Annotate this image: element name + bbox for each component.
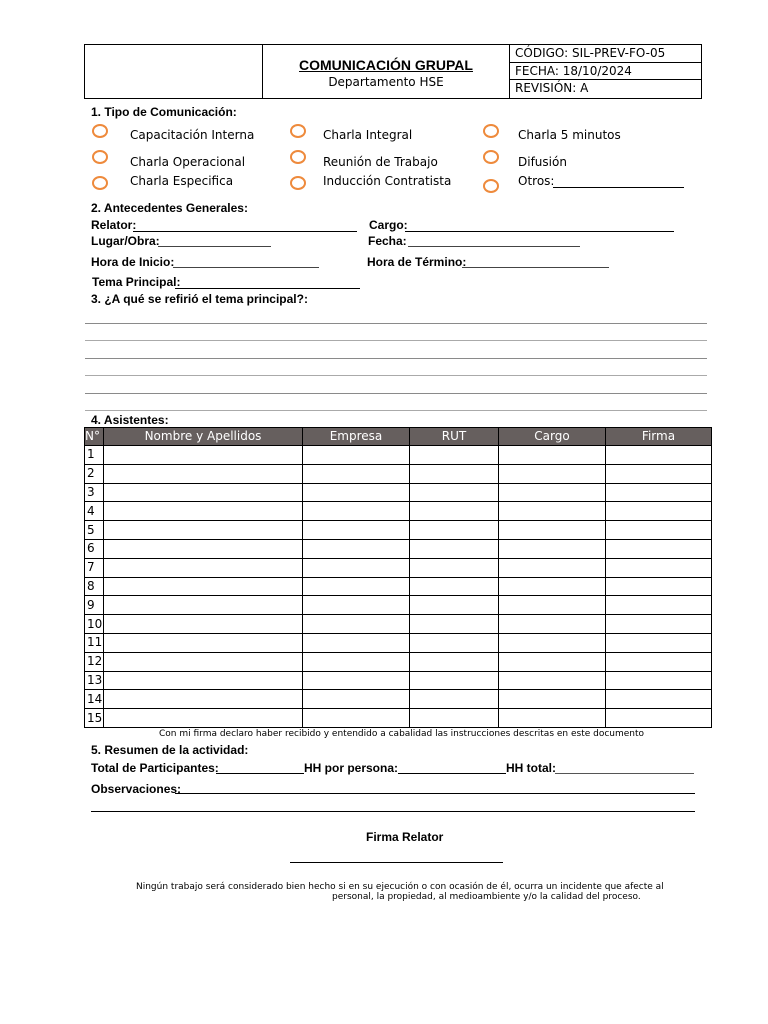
table-row <box>85 633 712 652</box>
nombre-cell[interactable] <box>104 577 303 596</box>
empresa-cell[interactable] <box>303 577 410 596</box>
cargo-cell[interactable] <box>499 596 606 615</box>
logo-area <box>85 45 263 98</box>
radio-charla-especifica[interactable] <box>92 176 108 190</box>
empresa-cell[interactable] <box>303 633 410 652</box>
tema-input-line[interactable] <box>175 288 360 289</box>
row-number: 10 <box>85 615 104 634</box>
radio-induccion-contratista[interactable] <box>290 176 306 190</box>
empresa-cell[interactable] <box>303 483 410 502</box>
rut-cell[interactable] <box>410 502 499 521</box>
hh-persona-input-line[interactable] <box>398 773 506 774</box>
nombre-cell[interactable] <box>104 502 303 521</box>
footer-note-line1: Ningún trabajo será considerado bien hecho si en su ejecución o con ocasión de él, ocurra un incidente que afecte al <box>136 882 664 892</box>
table-row <box>85 577 712 596</box>
radio-capacitacion-interna[interactable] <box>92 124 108 138</box>
row-number: 8 <box>85 577 104 596</box>
rut-cell[interactable] <box>410 615 499 634</box>
radio-otros[interactable] <box>483 179 499 193</box>
rut-cell[interactable] <box>410 671 499 690</box>
hora-termino-label: Hora de Término: <box>367 255 467 269</box>
rut-cell[interactable] <box>410 577 499 596</box>
hora-inicio-label: Hora de Inicio: <box>91 255 175 269</box>
empresa-cell[interactable] <box>303 502 410 521</box>
total-participantes-input-line[interactable] <box>216 773 304 774</box>
row-number: 2 <box>85 464 104 483</box>
empresa-cell[interactable] <box>303 446 410 465</box>
row-number: 15 <box>85 709 104 728</box>
lugar-input-line[interactable] <box>158 246 271 247</box>
footer-note-line2: personal, la propiedad, al medioambiente y/o la calidad del proceso. <box>332 892 641 902</box>
radio-charla-integral[interactable] <box>290 124 306 138</box>
row-number: 7 <box>85 558 104 577</box>
firma-cell[interactable] <box>606 652 712 671</box>
answer-line[interactable] <box>85 375 707 376</box>
empresa-cell[interactable] <box>303 709 410 728</box>
cargo-input-line[interactable] <box>405 231 674 232</box>
row-number: 11 <box>85 633 104 652</box>
nombre-cell[interactable] <box>104 690 303 709</box>
table-row <box>85 652 712 671</box>
rut-cell[interactable] <box>410 539 499 558</box>
rut-cell[interactable] <box>410 596 499 615</box>
nombre-cell[interactable] <box>104 483 303 502</box>
answer-line[interactable] <box>85 358 707 359</box>
answer-line[interactable] <box>85 323 707 324</box>
cargo-cell[interactable] <box>499 633 606 652</box>
table-row <box>85 709 712 728</box>
cargo-cell[interactable] <box>499 502 606 521</box>
firma-cell[interactable] <box>606 539 712 558</box>
firma-cell[interactable] <box>606 446 712 465</box>
observaciones-input-line-2[interactable] <box>91 811 695 812</box>
total-participantes-label: Total de Participantes: <box>91 761 219 775</box>
cargo-cell[interactable] <box>499 446 606 465</box>
empresa-cell[interactable] <box>303 539 410 558</box>
option-label: Inducción Contratista <box>323 174 452 188</box>
table-row <box>85 521 712 540</box>
column-header-rut: RUT <box>410 428 499 446</box>
nombre-cell[interactable] <box>104 633 303 652</box>
cargo-cell[interactable] <box>499 690 606 709</box>
cargo-cell[interactable] <box>499 577 606 596</box>
table-row <box>85 671 712 690</box>
section-3-title: 3. ¿A qué se refirió el tema principal?: <box>91 292 308 306</box>
firma-cell[interactable] <box>606 577 712 596</box>
firma-cell[interactable] <box>606 464 712 483</box>
empresa-cell[interactable] <box>303 521 410 540</box>
column-header-number: N° <box>85 428 104 446</box>
hh-persona-label: HH por persona: <box>304 761 399 775</box>
fecha-field: FECHA: 18/10/2024 <box>510 63 701 81</box>
firma-cell[interactable] <box>606 521 712 540</box>
row-number: 13 <box>85 671 104 690</box>
empresa-cell[interactable] <box>303 690 410 709</box>
cargo-cell[interactable] <box>499 615 606 634</box>
table-row <box>85 615 712 634</box>
option-label: Capacitación Interna <box>130 128 255 142</box>
row-number: 9 <box>85 596 104 615</box>
firma-cell[interactable] <box>606 558 712 577</box>
option-label: Otros: <box>518 174 555 188</box>
hora-inicio-input-line[interactable] <box>173 267 319 268</box>
radio-difusion[interactable] <box>483 150 499 164</box>
empresa-cell[interactable] <box>303 615 410 634</box>
row-number: 5 <box>85 521 104 540</box>
codigo-field: CÓDIGO: SIL-PREV-FO-05 <box>510 45 701 63</box>
fecha-label: Fecha: <box>368 234 407 248</box>
nombre-cell[interactable] <box>104 615 303 634</box>
empresa-cell[interactable] <box>303 652 410 671</box>
column-header-cargo: Cargo <box>499 428 606 446</box>
firma-cell[interactable] <box>606 502 712 521</box>
firma-cell[interactable] <box>606 483 712 502</box>
cargo-cell[interactable] <box>499 483 606 502</box>
tema-label: Tema Principal: <box>92 275 181 289</box>
nombre-cell[interactable] <box>104 446 303 465</box>
declaration-text: Con mi firma declaro haber recibido y entendido a cabalidad las instrucciones descritas en este documento <box>159 729 645 739</box>
rut-cell[interactable] <box>410 558 499 577</box>
firma-cell[interactable] <box>606 596 712 615</box>
row-number: 6 <box>85 539 104 558</box>
cargo-cell[interactable] <box>499 558 606 577</box>
rut-cell[interactable] <box>410 633 499 652</box>
row-number: 1 <box>85 446 104 465</box>
cargo-cell[interactable] <box>499 709 606 728</box>
rut-cell[interactable] <box>410 483 499 502</box>
table-row <box>85 502 712 521</box>
hh-total-label: HH total: <box>506 761 556 775</box>
firma-cell[interactable] <box>606 709 712 728</box>
empresa-cell[interactable] <box>303 596 410 615</box>
firma-cell[interactable] <box>606 671 712 690</box>
table-row <box>85 558 712 577</box>
row-number: 12 <box>85 652 104 671</box>
lugar-label: Lugar/Obra: <box>91 234 160 248</box>
column-header-nombre: Nombre y Apellidos <box>104 428 303 446</box>
nombre-cell[interactable] <box>104 709 303 728</box>
cargo-cell[interactable] <box>499 671 606 690</box>
document-title: COMUNICACIÓN GRUPAL <box>299 57 473 73</box>
cargo-cell[interactable] <box>499 652 606 671</box>
section-5-title: 5. Resumen de la actividad: <box>91 743 249 757</box>
firma-relator-line[interactable] <box>290 862 503 863</box>
option-label: Charla Especifica <box>130 174 234 188</box>
fecha-input-line[interactable] <box>408 246 580 247</box>
firma-relator-label: Firma Relator <box>366 830 444 844</box>
relator-input-line[interactable] <box>133 231 357 232</box>
table-row <box>85 690 712 709</box>
firma-cell[interactable] <box>606 690 712 709</box>
radio-charla-5-minutos[interactable] <box>483 124 499 138</box>
relator-label: Relator: <box>91 218 137 232</box>
nombre-cell[interactable] <box>104 558 303 577</box>
firma-cell[interactable] <box>606 615 712 634</box>
attendees-table <box>84 427 712 728</box>
section-4-title: 4. Asistentes: <box>91 413 169 427</box>
table-row <box>85 483 712 502</box>
table-row <box>85 596 712 615</box>
section-1-title: 1. Tipo de Comunicación: <box>91 105 237 119</box>
nombre-cell[interactable] <box>104 671 303 690</box>
cargo-cell[interactable] <box>499 464 606 483</box>
empresa-cell[interactable] <box>303 558 410 577</box>
cargo-cell[interactable] <box>499 521 606 540</box>
answer-line[interactable] <box>85 410 707 411</box>
option-label: Reunión de Trabajo <box>323 155 438 169</box>
table-header-row <box>85 428 712 446</box>
nombre-cell[interactable] <box>104 539 303 558</box>
column-header-empresa: Empresa <box>303 428 410 446</box>
nombre-cell[interactable] <box>104 652 303 671</box>
rut-cell[interactable] <box>410 690 499 709</box>
observaciones-label: Observaciones: <box>91 782 182 796</box>
document-header <box>84 44 702 99</box>
observaciones-input-line[interactable] <box>175 793 695 794</box>
column-header-firma: Firma <box>606 428 712 446</box>
nombre-cell[interactable] <box>104 596 303 615</box>
table-row <box>85 539 712 558</box>
rut-cell[interactable] <box>410 521 499 540</box>
option-label: Charla Operacional <box>130 155 246 169</box>
answer-line[interactable] <box>85 393 707 394</box>
answer-line[interactable] <box>85 340 707 341</box>
row-number: 14 <box>85 690 104 709</box>
radio-charla-operacional[interactable] <box>92 150 108 164</box>
radio-reunion-de-trabajo[interactable] <box>290 150 306 164</box>
empresa-cell[interactable] <box>303 464 410 483</box>
option-label: Charla Integral <box>323 128 413 142</box>
row-number: 3 <box>85 483 104 502</box>
nombre-cell[interactable] <box>104 464 303 483</box>
option-label: Difusión <box>518 155 567 169</box>
row-number: 4 <box>85 502 104 521</box>
rut-cell[interactable] <box>410 464 499 483</box>
document-subtitle: Departamento HSE <box>328 75 444 89</box>
rut-cell[interactable] <box>410 446 499 465</box>
option-label: Charla 5 minutos <box>518 128 621 142</box>
table-row <box>85 446 712 465</box>
hh-total-input-line[interactable] <box>555 773 694 774</box>
section-2-title: 2. Antecedentes Generales: <box>91 201 248 215</box>
firma-cell[interactable] <box>606 633 712 652</box>
table-row <box>85 464 712 483</box>
rut-cell[interactable] <box>410 652 499 671</box>
empresa-cell[interactable] <box>303 671 410 690</box>
otros-input-line[interactable] <box>553 187 684 188</box>
rut-cell[interactable] <box>410 709 499 728</box>
hora-termino-input-line[interactable] <box>462 267 609 268</box>
cargo-cell[interactable] <box>499 539 606 558</box>
document-meta <box>509 45 701 98</box>
cargo-label: Cargo: <box>369 218 408 232</box>
revision-field: REVISIÓN: A <box>515 81 589 96</box>
nombre-cell[interactable] <box>104 521 303 540</box>
